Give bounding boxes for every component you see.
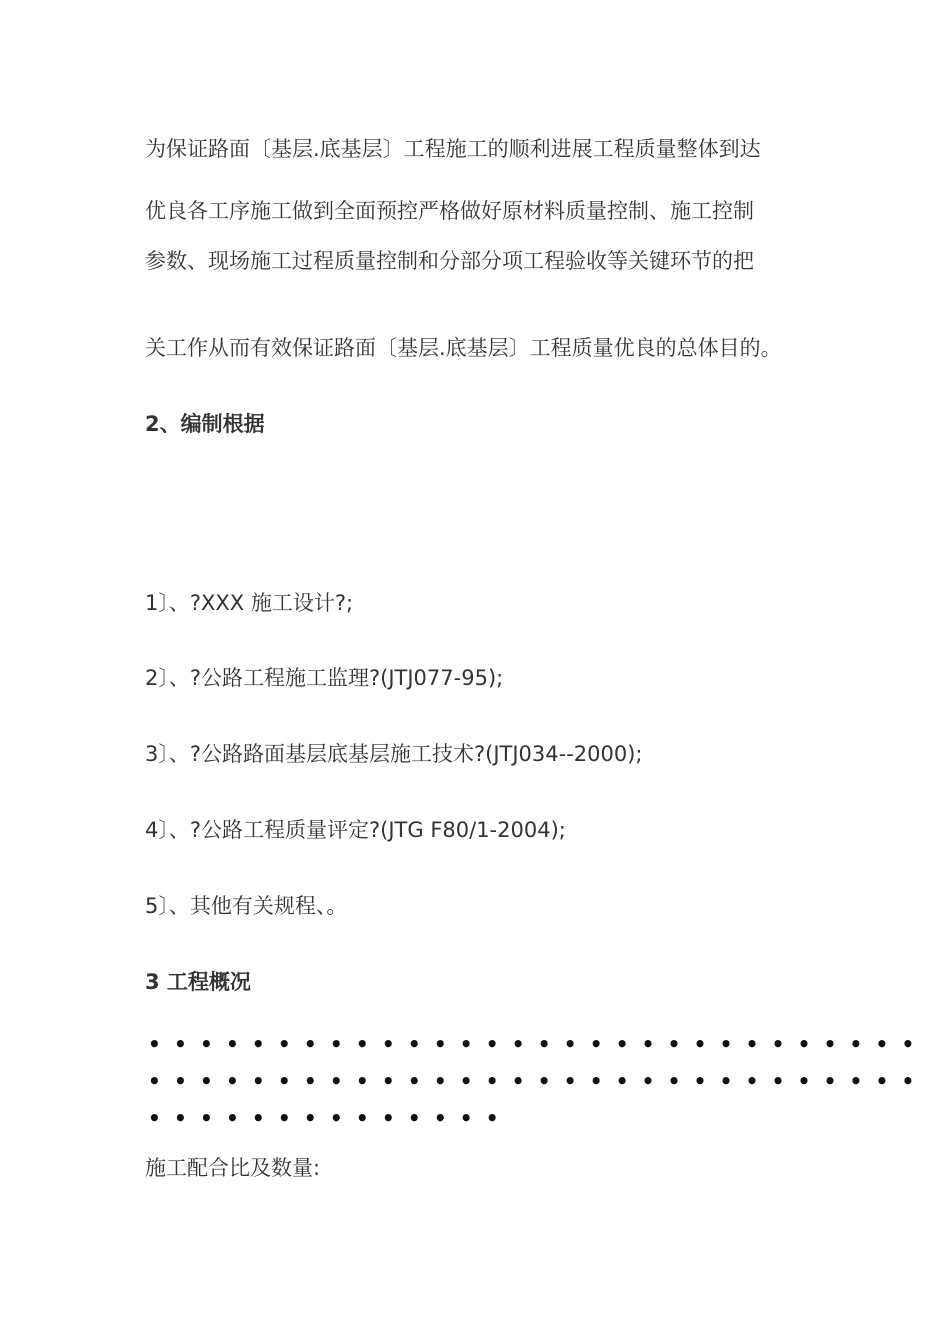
- intro-line-1: 为保证路面〔基层.底基层〕工程施工的顺利进展工程质量整体到达: [145, 137, 761, 161]
- intro-line-4: 关工作从而有效保证路面〔基层.底基层〕工程质量优良的总体目的。: [145, 336, 782, 360]
- dot-leader-row-1: ••••••••••••••••••••••••••••••: [148, 1032, 928, 1056]
- basis-item-5: 5〕、其他有关规程、。: [145, 894, 348, 918]
- section-heading-overview: 3 工程概况: [145, 970, 251, 994]
- mix-ratio-label: 施工配合比及数量:: [145, 1156, 321, 1180]
- intro-line-3: 参数、现场施工过程质量控制和分部分项工程验收等关键环节的把: [145, 249, 754, 273]
- basis-item-1: 1〕、?XXX 施工设计?;: [145, 591, 354, 615]
- basis-item-2: 2〕、?公路工程施工监理?(JTJ077-95);: [145, 666, 504, 690]
- intro-line-2: 优良各工序施工做到全面预控严格做好原材料质量控制、施工控制: [145, 199, 754, 223]
- basis-item-3: 3〕、?公路路面基层底基层施工技术?(JTJ034--2000);: [145, 742, 643, 766]
- basis-item-4: 4〕、?公路工程质量评定?(JTG F80/1-2004);: [145, 818, 566, 842]
- dot-leader-row-3: ••••••••••••••: [148, 1106, 512, 1130]
- section-heading-basis: 2、编制根据: [145, 412, 265, 436]
- dot-leader-row-2: ••••••••••••••••••••••••••••••: [148, 1069, 928, 1093]
